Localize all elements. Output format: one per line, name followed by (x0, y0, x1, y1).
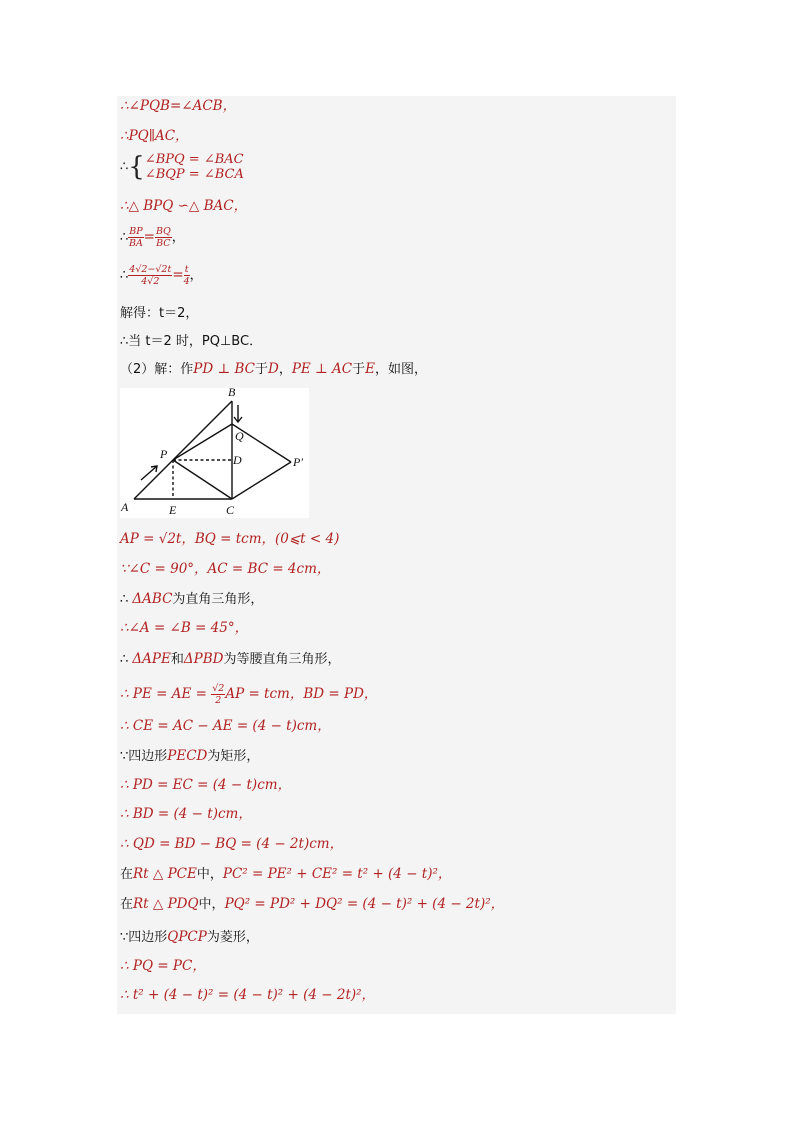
line-20: ∴ QD = BD − BQ = (4 − 2t)cm， (120, 836, 344, 852)
figure-label-c: C (226, 503, 235, 517)
line-9: （2）解：作PD ⊥ BC于D，PE ⊥ AC于E，如图， (120, 361, 428, 377)
figure-label-p-prime: P′ (293, 455, 303, 469)
line-7: 解得：t＝2， (120, 306, 199, 321)
line-18: ∴ PD = EC = (4 − t)cm， (120, 777, 292, 793)
line-8: ∴当 t＝2 时，PQ⊥BC． (120, 334, 263, 349)
brace-symbol: { (128, 152, 145, 182)
line-12: ∴ ΔABC为直角三角形， (120, 591, 264, 607)
geometry-figure (120, 388, 309, 518)
line-13: ∴∠A = ∠B = 45°， (120, 620, 249, 636)
line-1: ∴∠PQB=∠ACB， (120, 98, 237, 114)
figure-label-b: B (228, 388, 236, 399)
line-6: ∴ $\frac{4√2-√2t}{4√2}$ = $\frac{t}{4}$ ， (120, 264, 203, 287)
figure-label-d: D (233, 453, 242, 467)
line-22: 在Rt △ PDQ中，PQ² = PD² + DQ² = (4 − t)² + (4 − 2t)²， (120, 896, 505, 912)
figure-label-q: Q (235, 429, 244, 443)
line-10: AP = √2t，BQ = tcm，(0⩽t < 4) (120, 531, 340, 547)
line-11: ∵∠C = 90°，AC = BC = 4cm， (120, 561, 331, 577)
figure-label-e: E (169, 503, 177, 517)
line-5: ∴ $\frac{BP}{BA}$ = $\frac{BQ}{BC}$ ， (120, 226, 185, 249)
line-15: ∴ PE = AE = $\frac{√2}{2}$ AP = tcm，BD = PD， (120, 683, 378, 706)
line-24: ∴ PQ = PC， (120, 958, 206, 974)
line-14: ∴ ΔAPE和ΔPBD为等腰直角三角形， (120, 651, 341, 667)
line-2: ∴PQ∥AC， (120, 128, 189, 144)
line-16: ∴ CE = AC − AE = (4 − t)cm， (120, 718, 331, 734)
line-17: ∵四边形PECD为矩形， (120, 748, 260, 764)
line-21: 在Rt △ PCE中，PC² = PE² + CE² = t² + (4 − t)²， (120, 866, 452, 882)
line-4: ∴△ BPQ ∽△ BAC， (120, 198, 248, 214)
figure-label-a: A (121, 500, 129, 514)
line-19: ∴ BD = (4 − t)cm， (120, 806, 252, 822)
line-23: ∵四边形QPCP为菱形， (120, 929, 259, 945)
line-25: ∴ t² + (4 − t)² = (4 − t)² + (4 − 2t)²， (120, 987, 376, 1003)
line-3-system: ∴{ ∠BPQ = ∠BAC ∠BQP = ∠BCA (120, 152, 244, 182)
figure-label-p: P (160, 447, 168, 461)
